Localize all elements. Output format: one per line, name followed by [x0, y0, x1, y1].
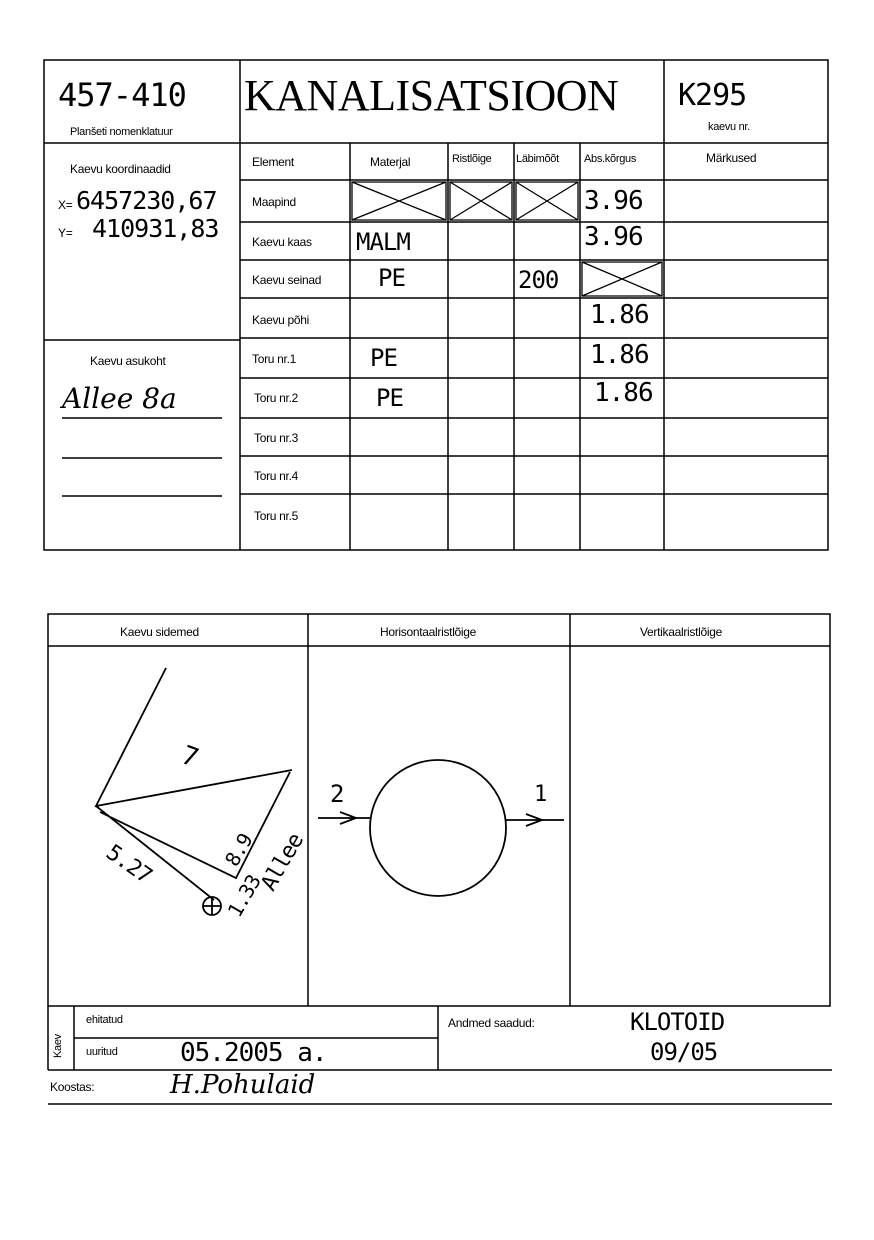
row-label: Kaevu kaas	[252, 235, 312, 249]
materjal-value: MALM	[356, 228, 410, 256]
korgus-value: 1.86	[594, 378, 653, 408]
korgus-value: 3.96	[584, 186, 643, 216]
building-number: 7	[177, 740, 202, 774]
uuritud-label: uuritud	[86, 1046, 118, 1058]
row-label: Kaevu põhi	[252, 313, 310, 327]
location-label: Kaevu asukoht	[90, 354, 166, 368]
row-label: Toru nr.3	[254, 431, 298, 445]
labimoot-value: 200	[518, 266, 559, 294]
andmed-date: 09/05	[650, 1038, 718, 1066]
y-coordinate: 410931,83	[92, 214, 219, 243]
materjal-value: PE	[376, 384, 403, 412]
street-name: Allee	[256, 829, 309, 896]
pipe-in-number: 2	[330, 780, 344, 808]
x-prefix: X=	[58, 198, 73, 212]
korgus-value: 3.96	[584, 222, 643, 252]
distance-1: 5.27	[101, 840, 156, 889]
pipe-out-number: 1	[534, 782, 547, 807]
col-header-labimoot: Läbimõõt	[516, 153, 559, 165]
col-header-markused: Märkused	[706, 151, 757, 165]
y-prefix: Y=	[58, 226, 73, 240]
uuritud-value: 05.2005 a.	[180, 1038, 327, 1068]
page-title: KANALISATSIOON	[244, 71, 619, 120]
sketch-header-horizontal: Horisontaalristlõige	[380, 625, 477, 639]
korgus-value: 1.86	[590, 340, 649, 370]
col-header-ristloige: Ristlõige	[452, 153, 492, 165]
korgus-value: 1.86	[590, 300, 649, 330]
nomenclature-label: Planšeti nomenklatuur	[70, 126, 173, 138]
location-value: Allee 8a	[62, 382, 177, 415]
row-label: Kaevu seinad	[252, 273, 322, 287]
ehitatud-label: ehitatud	[86, 1014, 123, 1026]
sketch-header-links: Kaevu sidemed	[120, 625, 199, 639]
distance-2: 8.9	[219, 829, 258, 871]
row-label: Toru nr.4	[254, 469, 298, 483]
andmed-label: Andmed saadud:	[448, 1016, 535, 1030]
col-header-materjal: Materjal	[370, 155, 411, 169]
distance-3: 1.33	[222, 870, 266, 922]
coordinates-label: Kaevu koordinaadid	[70, 162, 171, 176]
nomenclature-value: 457-410	[58, 76, 186, 114]
koostas-value: H.Pohulaid	[170, 1070, 316, 1100]
x-coordinate: 6457230,67	[76, 186, 217, 215]
koostas-label: Koostas:	[50, 1080, 95, 1094]
row-label: Toru nr.1	[252, 352, 296, 366]
materjal-value: PE	[378, 264, 405, 292]
well-number-value: K295	[678, 78, 747, 113]
col-header-korgus: Abs.kõrgus	[584, 153, 637, 165]
horizontal-section	[318, 760, 564, 896]
row-label: Toru nr.2	[254, 391, 298, 405]
sketch-header-vertical: Vertikaalristlõige	[640, 625, 722, 639]
andmed-value: KLOTOID	[630, 1008, 725, 1036]
kaev-label: Kaev	[52, 1034, 64, 1058]
materjal-value: PE	[370, 344, 397, 372]
row-label: Maapind	[252, 195, 296, 209]
row-label: Toru nr.5	[254, 509, 298, 523]
well-number-label: kaevu nr.	[708, 121, 750, 133]
col-header-element: Element	[252, 155, 294, 169]
